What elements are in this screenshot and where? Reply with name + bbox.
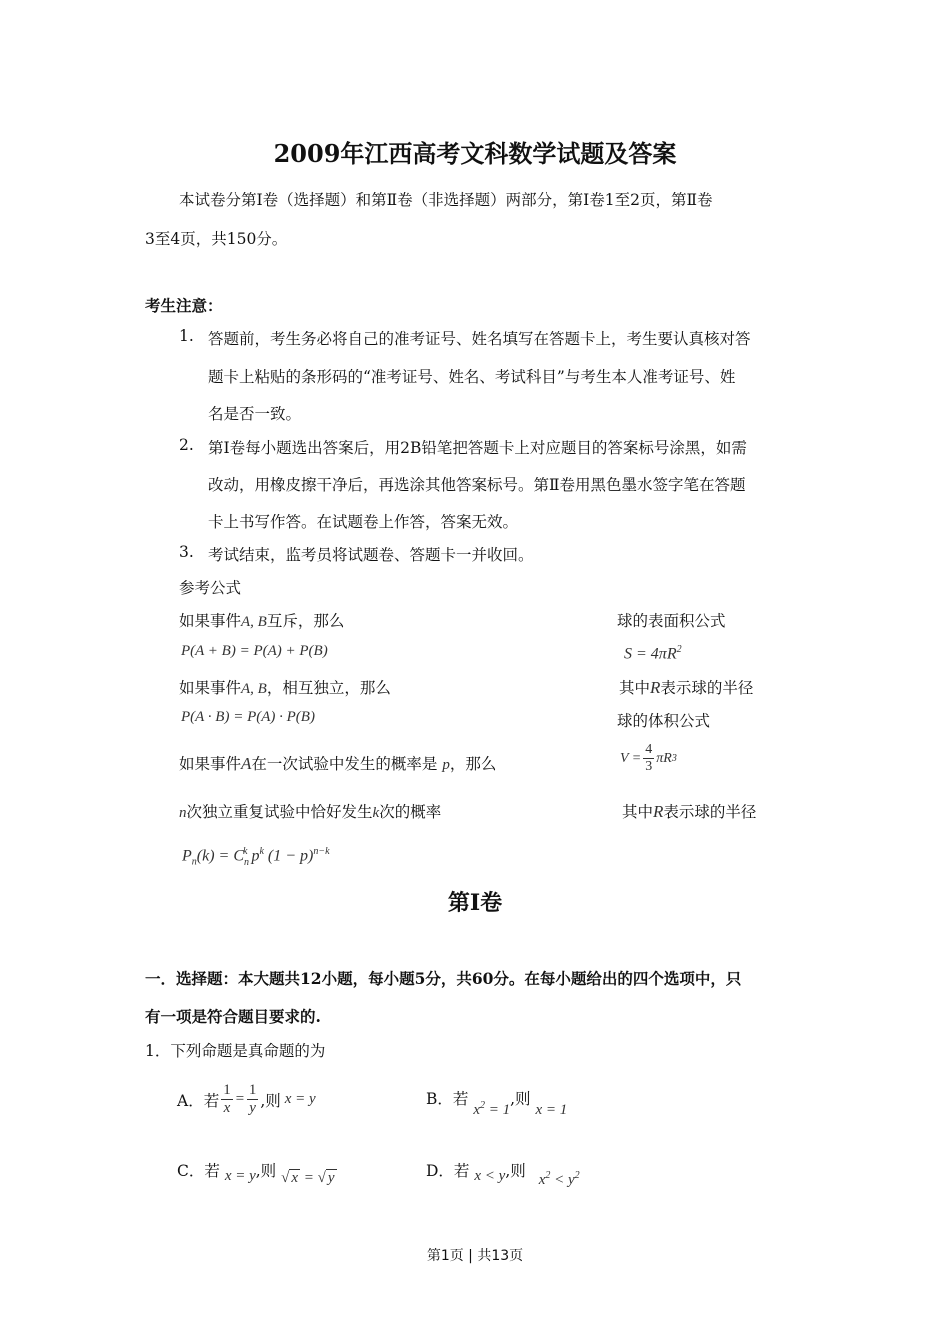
option-b-label: B．若 [426,1090,469,1108]
surface-formula-text: S = 4πR [624,645,677,663]
radius-var-2: R [653,802,664,821]
binom-pk: p [251,847,260,865]
binom-line [179,800,441,822]
notice-heading: 考生注意： [145,296,223,315]
prob-tail: ，那么 [449,755,497,773]
formula-heading: 参考公式 [179,579,242,597]
prob-mid: 在一次试验中发生的概率是 [251,755,438,773]
n-var: n [179,805,187,821]
k-var: k [372,805,380,821]
page-footer: 第1页 | 共13页 [426,1248,524,1264]
option-b: B．若 $x^2 = 1$,则 x = 1 [426,1090,568,1118]
option-a: A．若 $\frac{1}{x}$ = $\frac{1}{y}$ ,则 x = y [177,1082,316,1117]
option-b-then: ,则 [510,1090,531,1108]
notice-item-1-num: 1. [179,327,194,345]
indep-tail: ，相互独立，那么 [266,679,391,697]
option-c: C．若 x = y,则 √ x = √ y [177,1162,335,1186]
k-text: 次的概率 [379,803,442,821]
indep-formula: P(A · B) = P(A) · P(B) [181,709,315,725]
binom-end: (1 − p) [267,847,314,865]
option-a-label: A．若 [177,1091,220,1110]
question-1-stem: 1．下列命题是真命题的为 [145,1042,326,1060]
volume-rhs: πR [656,750,672,766]
option-d-cond: x < y [474,1168,506,1184]
notice-item-2-line-3: 卡上书写作答。在试题卷上作答，答案无效。 [208,513,519,531]
volume-lhs: V = [620,750,642,766]
volume-den: 3 [645,759,653,775]
section-heading: 第Ⅰ卷 [447,890,503,916]
binom-formula: $P_n(k) = C_n^k$ $p^k$ $(1 - p)^{n-k}$ [182,846,330,868]
radius-note-2 [622,800,756,822]
option-d-result: x [538,1172,546,1188]
option-a-then: ,则 [260,1091,281,1110]
radius-note-2-pre: 其中 [622,803,654,821]
option-b-cond: x [473,1102,480,1118]
radius-var-1: R [650,678,661,697]
n-text: 次独立重复试验中恰好发生 [186,803,373,821]
prob-line [179,752,496,774]
option-d-label: D．若 [426,1162,470,1180]
notice-item-3-num: 3. [179,543,194,561]
indep-line [179,676,391,698]
surface-label: 球的表面积公式 [617,612,726,630]
notice-item-1-line-3: 名是否一致。 [208,405,302,423]
option-b-result: x = 1 [535,1102,568,1118]
mutex-formula: P(A + B) = P(A) + P(B) [181,643,328,659]
indep-text: 如果事件 [179,679,242,697]
option-d: D．若 x < y,则 $x^2 < y^2$ [426,1162,580,1188]
mutex-tail: 互斥，那么 [266,612,345,630]
option-c-cond: x = y [224,1168,256,1184]
prob-var: A [241,754,252,773]
notice-item-3-line-1: 考试结束，监考员将试题卷、答题卡一并收回。 [208,546,534,564]
radius-note-2-post: 表示球的半径 [663,803,757,821]
notice-item-2-num: 2. [179,436,194,454]
section-instruction-2: 有一项是符合题目要求的. [145,1007,321,1026]
radius-note-1-pre: 其中 [619,679,651,697]
prob-p: p [442,757,450,773]
intro-line-2: 3至4页，共150分。 [145,230,288,248]
intro-line-1: 本试卷分第Ⅰ卷（选择题）和第Ⅱ卷（非选择题）两部分，第Ⅰ卷1至2页，第Ⅱ卷 [179,191,713,209]
option-b-cond-tail: = 1 [485,1102,511,1118]
option-c-then: ,则 [255,1162,277,1180]
prob-text: 如果事件 [179,755,242,773]
option-a-result: x = y [284,1091,316,1108]
notice-item-1-line-1: 答题前，考生务必将自己的准考证号、姓名填写在答题卡上，考生要认真核对答 [208,330,751,348]
notice-item-2-line-1: 第Ⅰ卷每小题选出答案后，用2B铅笔把答题卡上对应题目的答案标号涂黑，如需 [208,439,747,457]
binom-p: P [182,847,192,865]
option-c-label: C．若 [177,1162,220,1180]
mutex-vars: A, B [241,614,267,630]
volume-num: 4 [643,742,654,759]
mutex-line [179,609,344,631]
surface-formula: $S = 4\pi R^2$ [624,644,682,663]
notice-item-1-line-2: 题卡上粘贴的条形码的“准考证号、姓名、考试科目”与考生本人准考证号、姓 [208,368,736,386]
notice-item-2-line-2: 改动，用橡皮擦干净后，再选涂其他答案标号。第Ⅱ卷用黑色墨水签字笔在答题 [208,476,746,494]
volume-label: 球的体积公式 [617,712,711,730]
volume-formula: V = $\frac{4}{3}$ πR 3 [620,742,677,775]
indep-vars: A, B [241,681,267,697]
page-title: 2009年江西高考文科数学试题及答案 [273,139,677,168]
option-d-then: ,则 [505,1162,526,1180]
radius-note-1 [619,676,753,698]
radius-note-1-post: 表示球的半径 [660,679,754,697]
section-instruction-1: 一．选择题：本大题共12小题，每小题5分，共60分。在每小题给出的四个选项中，只 [145,969,742,988]
binom-rest: (k) = C [196,847,245,865]
mutex-text: 如果事件 [179,612,242,630]
